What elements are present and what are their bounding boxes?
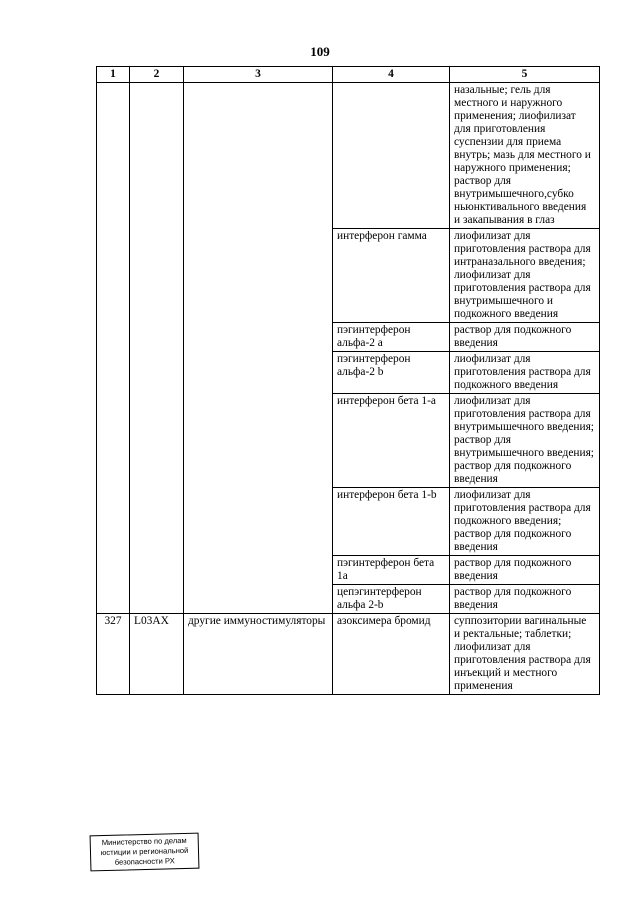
group-cell-empty: [184, 83, 333, 614]
forms-cell: суппозитории вагинальные и ректальные; таблетки; лиофилизат для приготовления раствора для инъекций и местного применения: [450, 614, 600, 695]
column-header-3: 3: [184, 67, 333, 83]
forms-cell: лиофилизат для приготовления раствора для подкожного введения: [450, 352, 600, 394]
substance-cell-empty: [333, 83, 450, 229]
header-row: [97, 67, 600, 83]
substance-cell: интерферон гамма: [333, 229, 450, 323]
stamp-line: безопасности РХ: [114, 856, 175, 867]
column-header-2: 2: [130, 67, 184, 83]
drug-list-table: [96, 66, 600, 695]
number-cell: 327: [97, 614, 130, 695]
forms-cell: раствор для подкожного введения: [450, 323, 600, 352]
code-cell-empty: [130, 83, 184, 614]
substance-cell: пэгинтерферон альфа-2 а: [333, 323, 450, 352]
forms-cell: раствор для подкожного введения: [450, 585, 600, 614]
forms-cell: лиофилизат для приготовления раствора для внутримышечного введения; раствор для внутримышечного введения; раствор для подкожного введения: [450, 394, 600, 488]
substance-cell: пэгинтерферон бета 1а: [333, 556, 450, 585]
code-cell: L03AX: [130, 614, 184, 695]
table-row: [97, 614, 600, 695]
substance-cell: цепэгинтерферон альфа 2-b: [333, 585, 450, 614]
table-row: [97, 83, 600, 229]
forms-cell: раствор для подкожного введения: [450, 556, 600, 585]
page-number: 109: [310, 44, 330, 59]
forms-cell: назальные; гель для местного и наружного применения; лиофилизат для приготовления суспензии для приема внутрь; мазь для местного и наружного применения; раствор для внутримышечного,субко ньюнктивального введения и закапывания в глаз: [450, 83, 600, 229]
forms-cell: лиофилизат для приготовления раствора для интраназального введения; лиофилизат для приготовления раствора для внутримышечного и подкожного введения: [450, 229, 600, 323]
column-header-1: 1: [97, 67, 130, 83]
forms-cell: лиофилизат для приготовления раствора для подкожного введения; раствор для подкожного введения: [450, 488, 600, 556]
substance-cell: интерферон бета 1-b: [333, 488, 450, 556]
column-header-4: 4: [333, 67, 450, 83]
substance-cell: азоксимера бромид: [333, 614, 450, 695]
substance-cell: пэгинтерферон альфа-2 b: [333, 352, 450, 394]
group-cell: другие иммуностимуляторы: [184, 614, 333, 695]
column-header-5: 5: [450, 67, 600, 83]
substance-cell: интерферон бета 1-а: [333, 394, 450, 488]
stamp-line: Министерство по делам: [101, 835, 187, 848]
number-cell-empty: [97, 83, 130, 614]
stamp-line: юстиции и региональной: [100, 845, 189, 858]
ministry-stamp: [90, 833, 200, 872]
